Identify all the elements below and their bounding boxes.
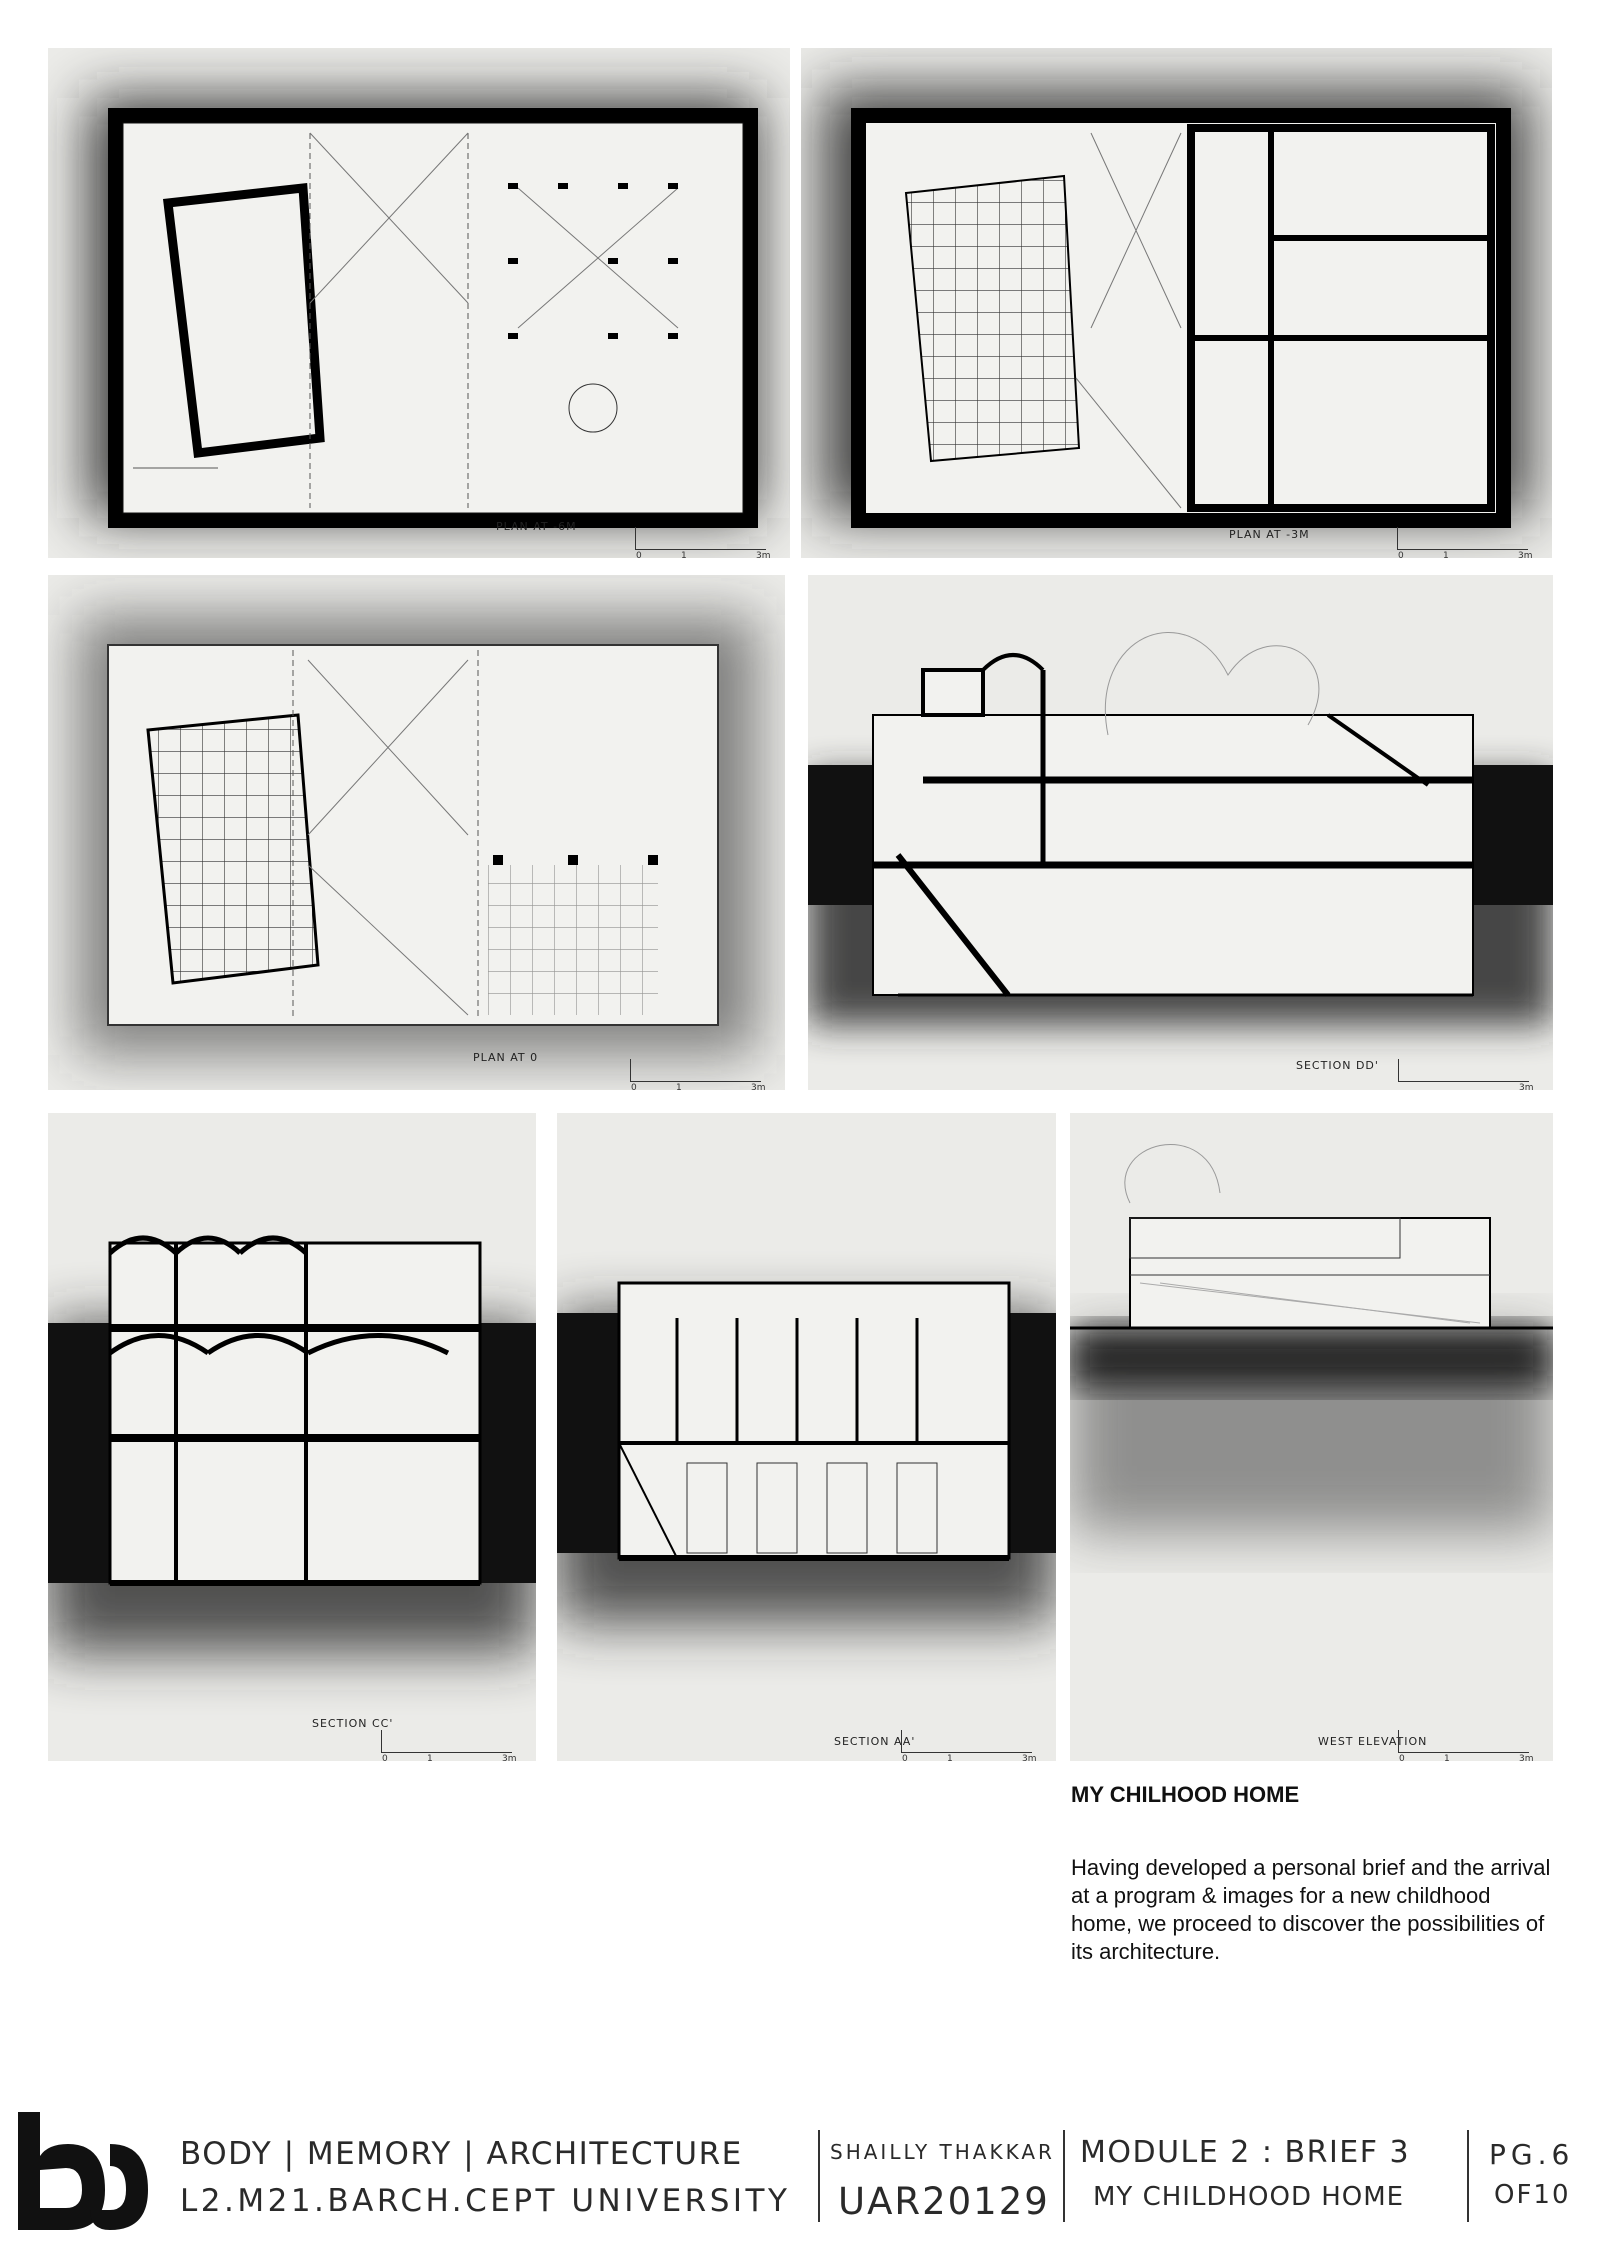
scale-bar: [1398, 1730, 1534, 1761]
scale-tick-label: 3m: [1518, 551, 1533, 558]
drawing-label: PLAN AT -6M: [496, 520, 577, 533]
page-number: PG.6: [1489, 2138, 1575, 2171]
drawing-label: WEST ELEVATION: [1318, 1735, 1428, 1748]
west-elevation-drawing: [1070, 1113, 1553, 1761]
drawing-label: SECTION CC': [312, 1717, 394, 1730]
project-description: [1071, 1782, 1551, 1966]
drawing-label: SECTION AA': [834, 1735, 916, 1748]
scale-tick-label: 0: [902, 1754, 908, 1761]
section-cc-drawing: [48, 1113, 536, 1761]
scale-tick-label: 3m: [1022, 1754, 1037, 1761]
scale-bar: [635, 527, 771, 558]
footer-id: UAR20129: [838, 2180, 1050, 2223]
section-aa-drawing: [557, 1113, 1056, 1761]
footer-line2: L2.M21.BARCH.CEPT UNIVERSITY: [180, 2183, 791, 2219]
description-title: MY CHILHOOD HOME: [1071, 1782, 1300, 1807]
bma-logo-icon: [10, 2106, 155, 2236]
scale-tick-label: 3m: [1519, 1083, 1534, 1090]
scale-bar: [381, 1730, 517, 1761]
scale-tick-label: 1: [681, 551, 687, 558]
scale-bar: [901, 1730, 1037, 1761]
scale-tick-label: 3m: [751, 1083, 766, 1090]
footer-line1: BODY | MEMORY | ARCHITECTURE: [180, 2136, 743, 2172]
footer-author: SHAILLY THAKKAR: [830, 2140, 1055, 2164]
scale-tick-label: 3m: [1519, 1754, 1534, 1761]
footer-project: MY CHILDHOOD HOME: [1093, 2182, 1405, 2212]
scale-tick-label: 1: [1444, 1754, 1450, 1761]
footer-divider: [818, 2130, 820, 2222]
scale-tick-label: 1: [676, 1083, 682, 1090]
scale-tick-label: 1: [427, 1754, 433, 1761]
scale-tick-label: 0: [1398, 551, 1404, 558]
scale-tick-label: 1: [1443, 551, 1449, 558]
scale-tick-label: 3m: [502, 1754, 517, 1761]
scale-tick-label: 3m: [756, 551, 771, 558]
scale-tick-label: 0: [1399, 1754, 1405, 1761]
description-body: Having developed a personal brief and the arrival at a program & images for a new childhood home, we proceed to discover the possibilities of its architecture.: [1071, 1855, 1551, 1964]
scale-bar: [1397, 527, 1533, 558]
drawing-label: SECTION DD': [1296, 1059, 1379, 1072]
plan-minus-3m-drawing: [801, 48, 1552, 558]
scale-bar: [630, 1059, 766, 1090]
scale-tick-label: 1: [947, 1754, 953, 1761]
scale-bar: [1398, 1059, 1534, 1090]
footer-divider: [1467, 2130, 1469, 2222]
drawing-label: PLAN AT 0: [473, 1051, 539, 1064]
footer-divider: [1063, 2130, 1065, 2222]
footer-module: MODULE 2 : BRIEF 3: [1080, 2135, 1411, 2170]
plan-minus-6m-drawing: [48, 48, 790, 558]
section-dd-drawing: [808, 575, 1553, 1090]
drawing-label: PLAN AT -3M: [1229, 528, 1310, 541]
plan-0-drawing: [48, 575, 785, 1090]
scale-tick-label: 0: [382, 1754, 388, 1761]
scale-tick-label: 0: [631, 1083, 637, 1090]
scale-tick-label: 0: [636, 551, 642, 558]
page-total: OF10: [1494, 2180, 1571, 2210]
